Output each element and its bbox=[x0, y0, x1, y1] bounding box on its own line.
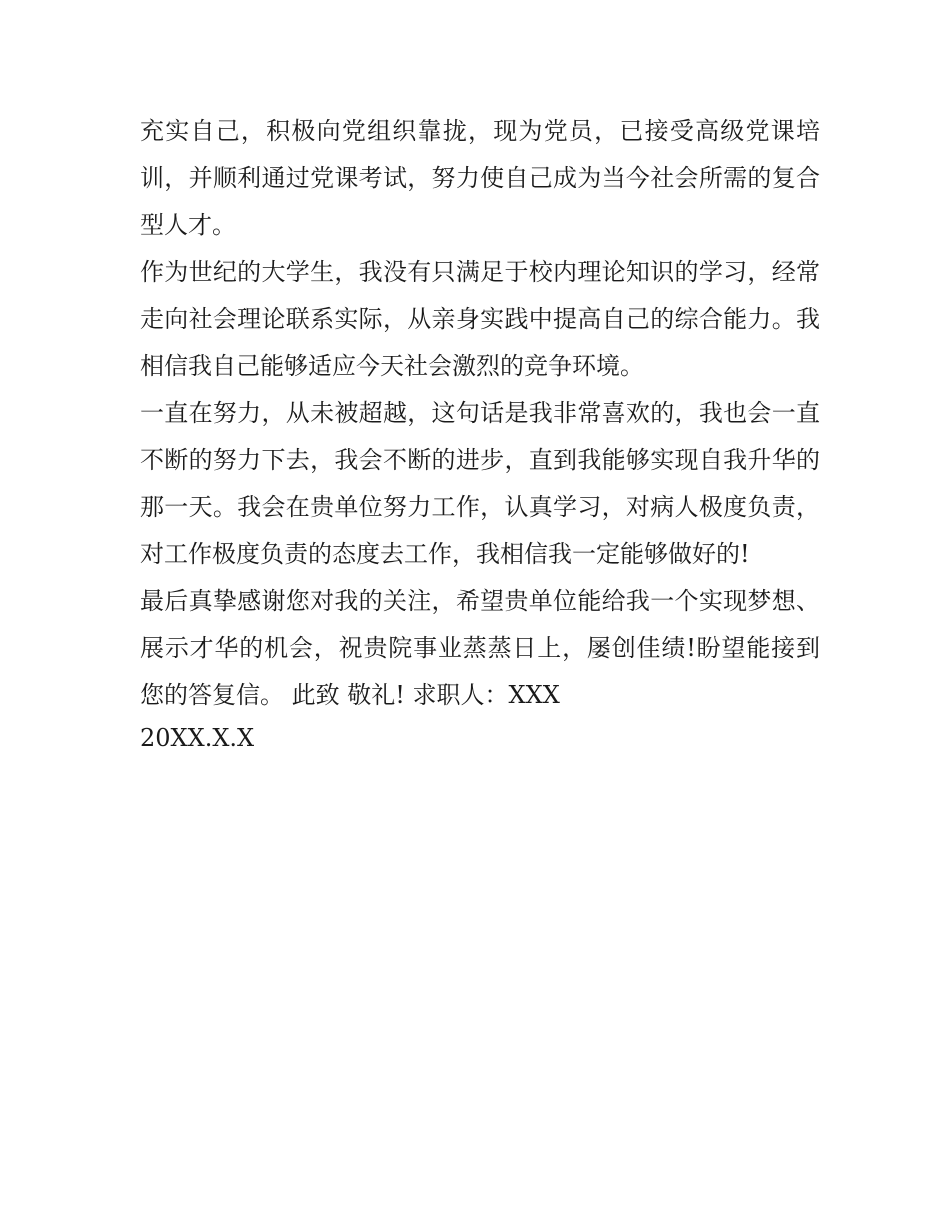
paragraph-practice: 作为世纪的大学生，我没有只满足于校内理论知识的学习，经常走向社会理论联系实际，从亲身实践中提高自己的综合能力。我相信我自己能够适应今天社会激烈的竞争环境。 bbox=[140, 258, 820, 380]
paragraph-closing: 最后真挚感谢您对我的关注，希望贵单位能给我一个实现梦想、展示才华的机会，祝贵院事业蒸蒸日上，屡创佳绩!盼望能接到您的答复信。 此致 敬礼! 求职人：XXX bbox=[140, 587, 820, 709]
paragraph-self-improvement: 充实自己，积极向党组织靠拢，现为党员，已接受高级党课培训，并顺利通过党课考试，努力使自己成为当今社会所需的复合型人才。 bbox=[140, 117, 820, 239]
letter-date: 20XX.X.X bbox=[140, 724, 255, 752]
paragraph-commitment: 一直在努力，从未被超越，这句话是我非常喜欢的，我也会一直不断的努力下去，我会不断的进步，直到我能够实现自我升华的那一天。我会在贵单位努力工作，认真学习，对病人极度负责，对工作极度负责的态度去工作，我相信我一定能够做好的! bbox=[140, 399, 820, 568]
letter-body bbox=[140, 108, 820, 757]
